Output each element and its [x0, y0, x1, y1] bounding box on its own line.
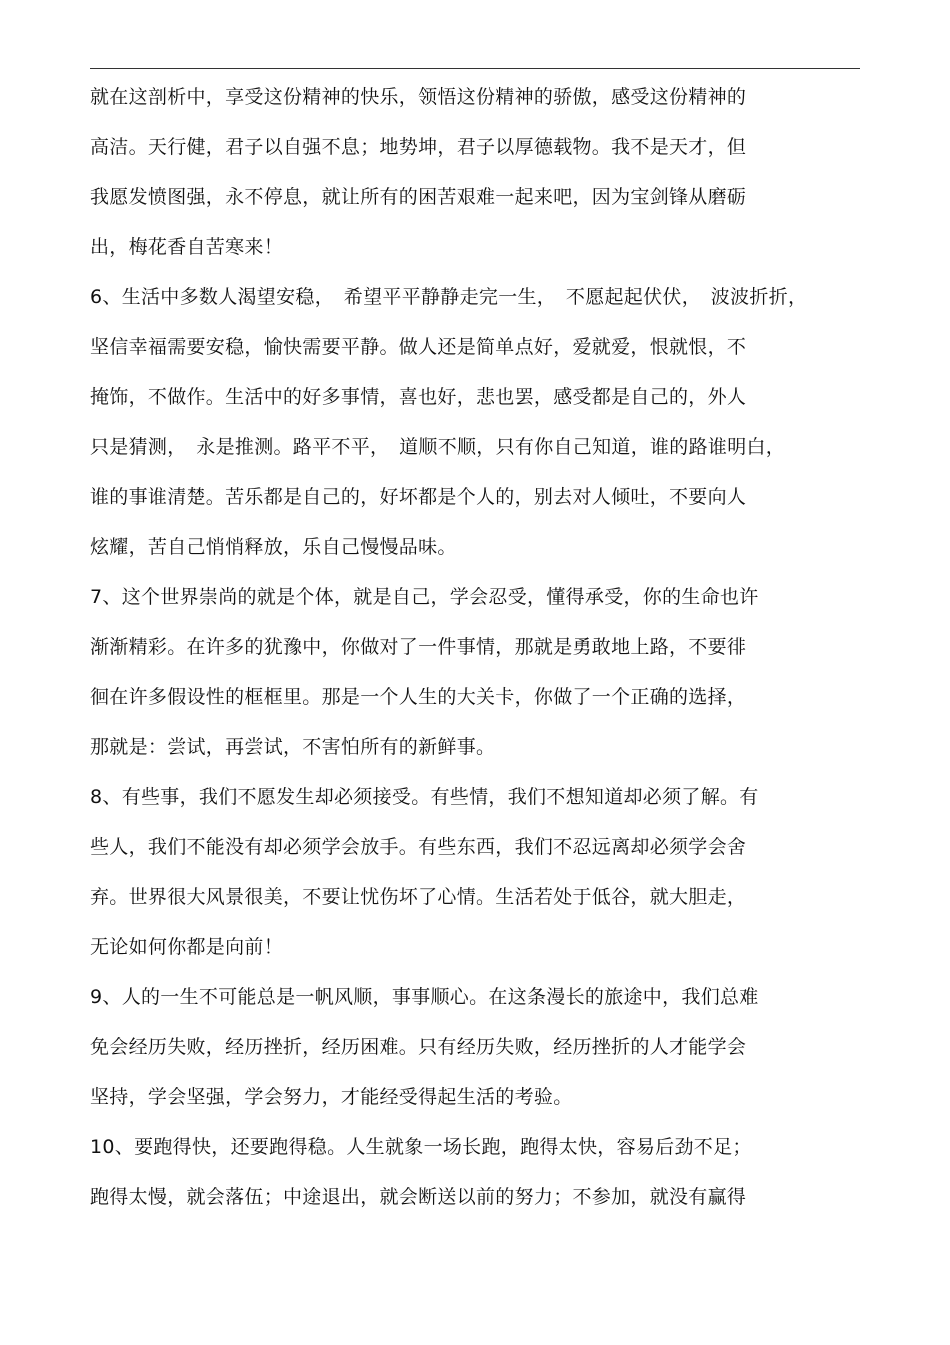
- text-line: 弃。世界很大风景很美，不要让忧伤坏了心情。生活若处于低谷，就大胆走，: [90, 886, 747, 908]
- text-line: 免会经历失败，经历挫折，经历困难。只有经历失败，经历挫折的人才能学会: [90, 1036, 747, 1058]
- text-line: 徊在许多假设性的框框里。那是一个人生的大关卡，你做了一个正确的选择，: [90, 686, 747, 708]
- text-line: 就在这剖析中，享受这份精神的快乐，领悟这份精神的骄傲，感受这份精神的: [90, 86, 747, 108]
- paragraph-9-start: 9、人的一生不可能总是一帆风顺，事事顺心。在这条漫长的旅途中，我们总难: [90, 986, 759, 1008]
- text-line: 些人，我们不能没有却必须学会放手。有些东西，我们不忍远离却必须学会舍: [90, 836, 747, 858]
- text-line: 炫耀，苦自己悄悄释放，乐自己慢慢品味。: [90, 536, 457, 558]
- text-line: 无论如何你都是向前！: [90, 936, 284, 958]
- paragraph-6-start: 6、生活中多数人渴望安稳， 希望平平静静走完一生， 不愿起起伏伏， 波波折折，: [90, 286, 808, 308]
- text-line: 掩饰，不做作。生活中的好多事情，喜也好，悲也罢，感受都是自己的，外人: [90, 386, 747, 408]
- header-rule: [90, 68, 860, 69]
- paragraph-10-start: 10、要跑得快，还要跑得稳。人生就象一场长跑，跑得太快，容易后劲不足；: [90, 1136, 752, 1158]
- text-line: 谁的事谁清楚。苦乐都是自己的，好坏都是个人的，别去对人倾吐，不要向人: [90, 486, 747, 508]
- text-line: 跑得太慢，就会落伍；中途退出，就会断送以前的努力；不参加，就没有赢得: [90, 1186, 747, 1208]
- text-line: 出，梅花香自苦寒来！: [90, 236, 284, 258]
- text-line: 渐渐精彩。在许多的犹豫中，你做对了一件事情，那就是勇敢地上路，不要徘: [90, 636, 747, 658]
- paragraph-7-start: 7、这个世界崇尚的就是个体，就是自己，学会忍受，懂得承受，你的生命也许: [90, 586, 759, 608]
- text-line: 只是猜测， 永是推测。路平不平， 道顺不顺，只有你自己知道，谁的路谁明白，: [90, 436, 786, 458]
- text-line: 我愿发愤图强，永不停息，就让所有的困苦艰难一起来吧，因为宝剑锋从磨砺: [90, 186, 747, 208]
- document-body: [90, 80, 860, 1230]
- text-line: 高洁。天行健，君子以自强不息；地势坤，君子以厚德载物。我不是天才，但: [90, 136, 747, 158]
- text-line: 那就是：尝试，再尝试，不害怕所有的新鲜事。: [90, 736, 496, 758]
- paragraph-8-start: 8、有些事，我们不愿发生却必须接受。有些情，我们不想知道却必须了解。有: [90, 786, 759, 808]
- text-line: 坚持，学会坚强，学会努力，才能经受得起生活的考验。: [90, 1086, 573, 1108]
- text-line: 坚信幸福需要安稳，愉快需要平静。做人还是简单点好，爱就爱，恨就恨，不: [90, 336, 747, 358]
